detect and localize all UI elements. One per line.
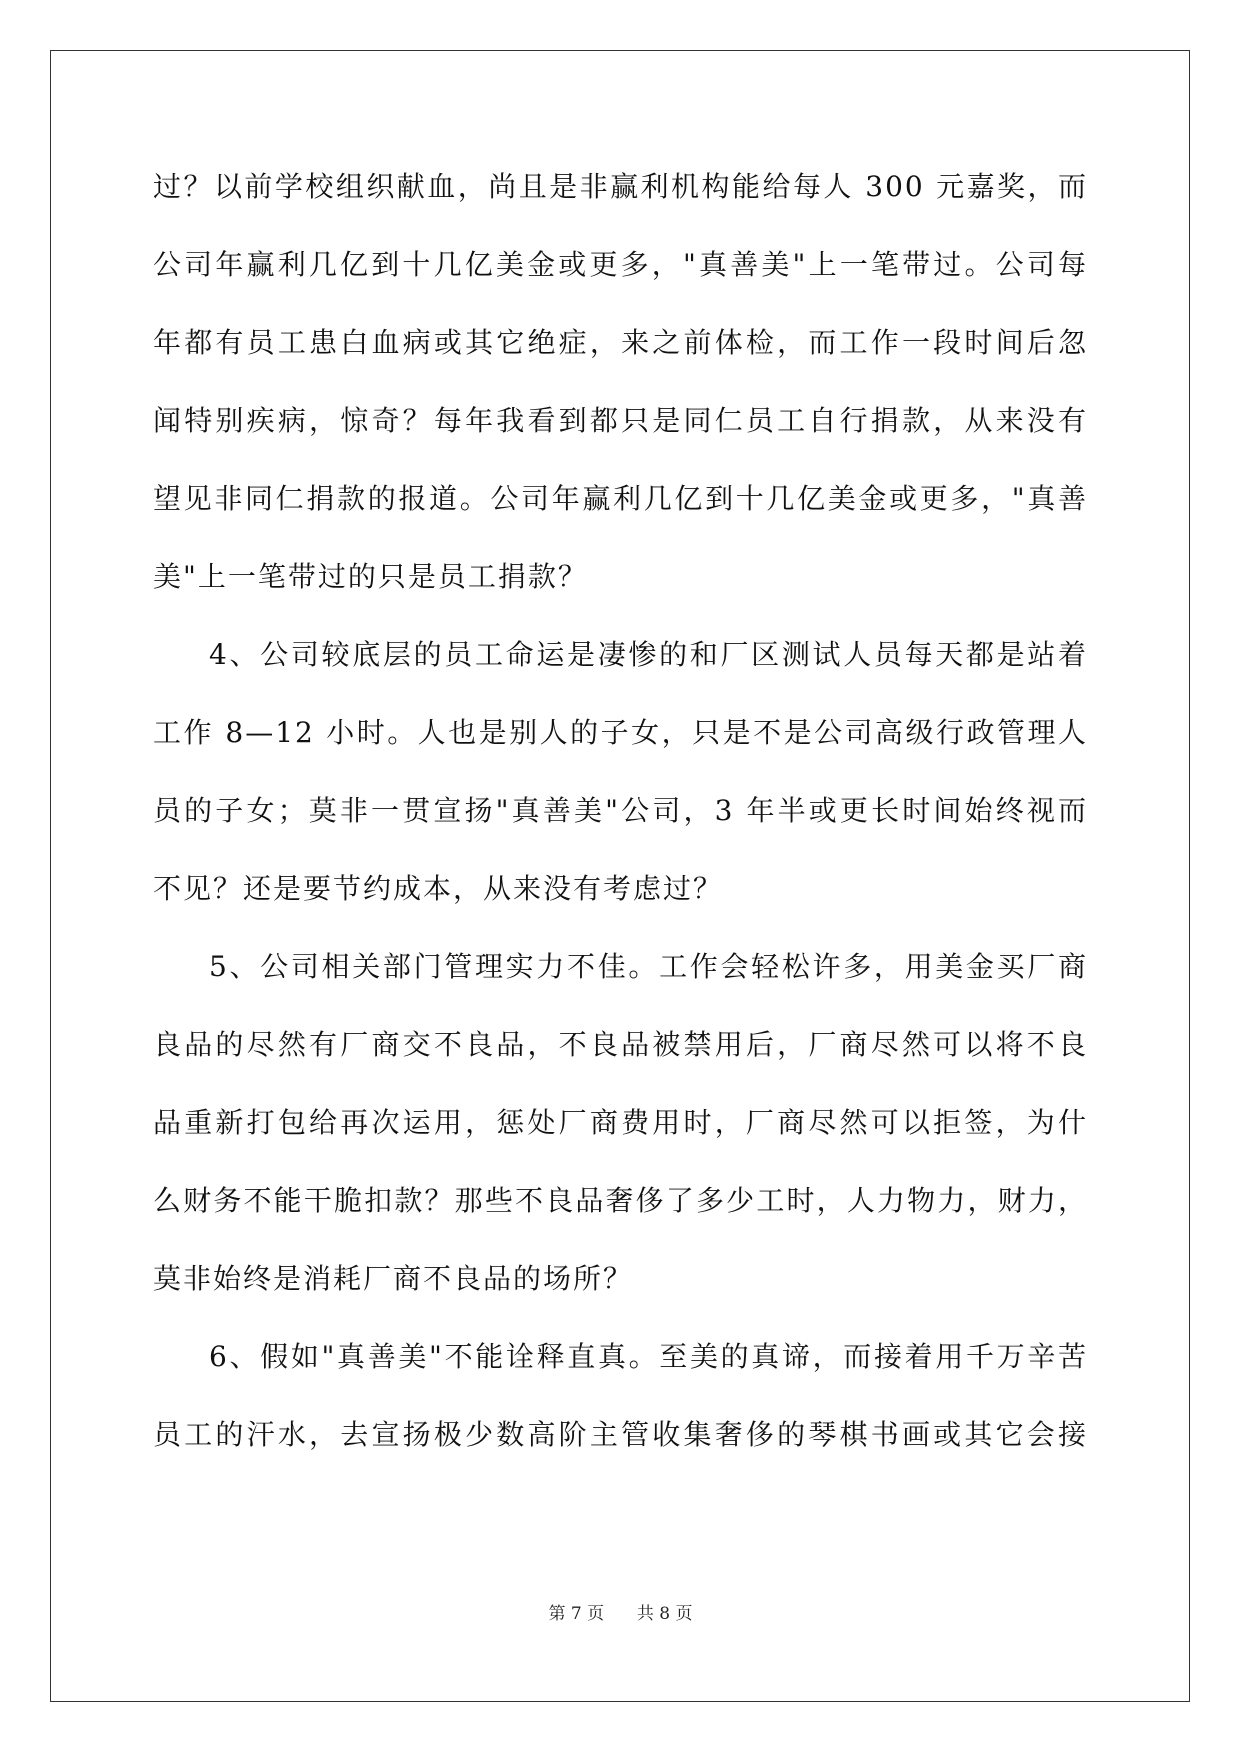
text-line: 4、公司较底层的员工命运是凄惨的和厂区测试人员每天都是站着 bbox=[209, 638, 1088, 671]
text-line: 品重新打包给再次运用，惩处厂商费用时，厂商尽然可以拒签，为什 bbox=[153, 1106, 1088, 1139]
text-line: 美"上一笔带过的只是员工捐款？ bbox=[153, 560, 588, 593]
text-line: 5、公司相关部门管理实力不佳。工作会轻松许多，用美金买厂商 bbox=[209, 950, 1088, 983]
text-line: 么财务不能干脆扣款？那些不良品奢侈了多少工时，人力物力，财力， bbox=[153, 1184, 1088, 1217]
text-line: 莫非始终是消耗厂商不良品的场所？ bbox=[153, 1262, 634, 1295]
text-line: 年都有员工患白血病或其它绝症，来之前体检，而工作一段时间后忽 bbox=[153, 326, 1088, 359]
page-footer bbox=[0, 1602, 1241, 1626]
text-line: 员的子女；莫非一贯宣扬"真善美"公司，3 年半或更长时间始终视而 bbox=[153, 794, 1088, 827]
text-line: 员工的汗水，去宣扬极少数高阶主管收集奢侈的琴棋书画或其它会接 bbox=[153, 1418, 1088, 1451]
page-total: 共 8 页 bbox=[636, 1604, 693, 1624]
page-number: 第 7 页 bbox=[548, 1604, 605, 1624]
text-line: 不见？还是要节约成本，从来没有考虑过？ bbox=[153, 872, 724, 905]
text-line: 良品的尽然有厂商交不良品，不良品被禁用后，厂商尽然可以将不良 bbox=[153, 1028, 1088, 1061]
text-line: 公司年赢利几亿到十几亿美金或更多，"真善美"上一笔带过。公司每 bbox=[153, 248, 1088, 281]
text-line: 望见非同仁捐款的报道。公司年赢利几亿到十几亿美金或更多，"真善 bbox=[153, 482, 1088, 515]
document-body bbox=[153, 148, 1088, 1474]
text-line: 过？以前学校组织献血，尚且是非赢利机构能给每人 300 元嘉奖，而 bbox=[153, 170, 1088, 203]
text-line: 闻特别疾病，惊奇？每年我看到都只是同仁员工自行捐款，从来没有 bbox=[153, 404, 1088, 437]
text-line: 工作 8—12 小时。人也是别人的子女，只是不是公司高级行政管理人 bbox=[153, 716, 1088, 749]
text-line: 6、假如"真善美"不能诠释直真。至美的真谛，而接着用千万辛苦 bbox=[209, 1340, 1088, 1373]
